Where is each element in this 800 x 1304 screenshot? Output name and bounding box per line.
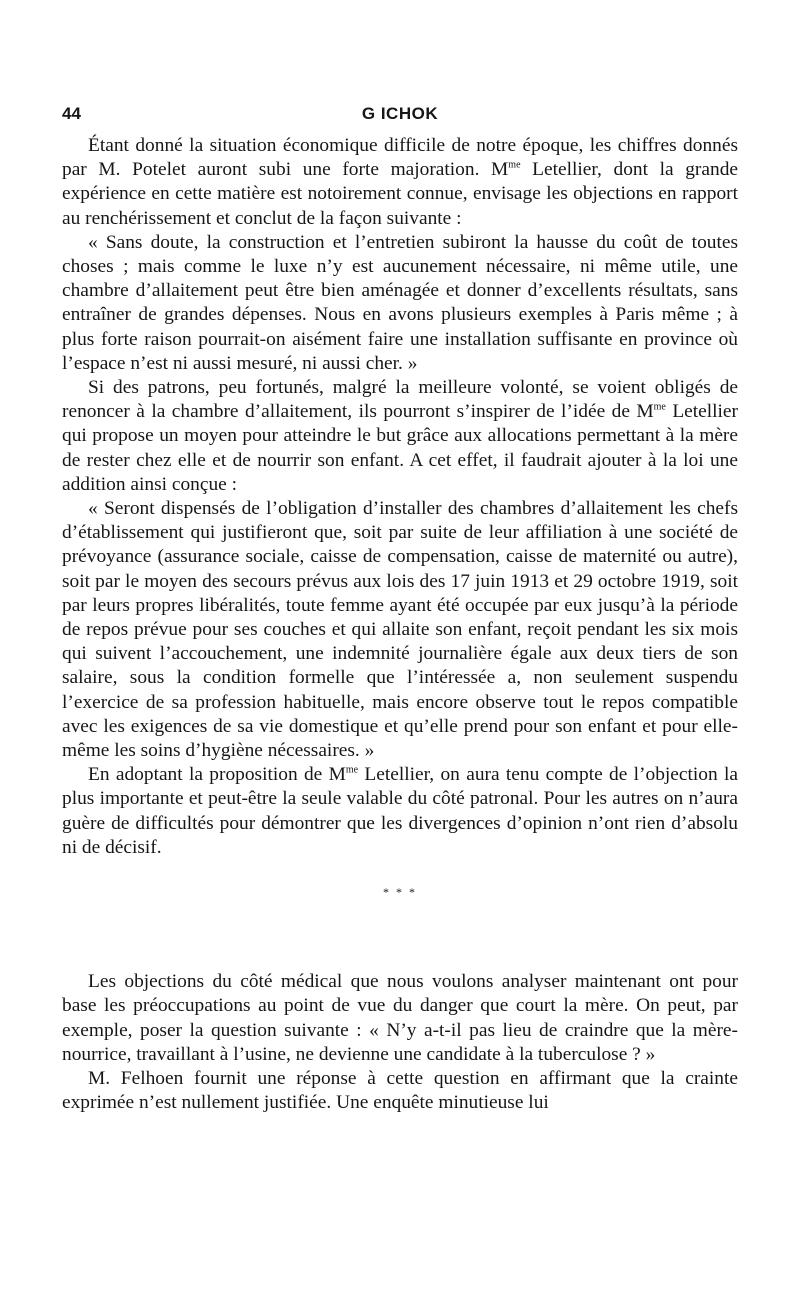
paragraph: « Seront dispensés de l’obligation d’installer des chambres d’allaitement les chefs d’établissement qui justifieront que, soit par suite de leur affiliation à une société de prévoyance (assurance sociale, caisse de compensation, caisse de maternité ou autre), soit par le moyen des secours prévus aux lois des 17 juin 1913 et 29 octobre 1919, soit par leurs propres libéralités, toute femme ayant été occupée par eux jusqu’à la période de repos prévue pour ses couches et qui allaite son enfant, reçoit pendant les six mois qui suivent l’accouchement, une indemnité journalière égale aux deux tiers de son salaire, sous la condition formelle que l’intéressée a, non seulement suspendu l’exercice de sa profession habituelle, mais encore observe tout le repos compatible avec les exigences de sa vie domestique et qu’elle prend pour son enfant et pour elle-même les soins d’hygiène nécessaires. » (62, 498, 738, 762)
text-section-2 (62, 970, 738, 1115)
paragraph: Les objections du côté médical que nous voulons analyser maintenant ont pour base les préoccupations au point de vue du danger que court la mère. On peut, par exemple, poser la question suivante : « N’y a-t-il pas lieu de craindre que la mère-nourrice, travaillant à l’usine, ne devienne une candidate à la tuberculose ? » (62, 971, 738, 1065)
text-section-1 (62, 134, 738, 860)
page-number: 44 (62, 104, 81, 123)
superscript-abbrev: me (345, 764, 359, 776)
paragraph: En adoptant la proposition de $M^{me}$ Letellier, on aura tenu compte de l’objection la plus importante et peut-être la seule valable du côté patronal. Pour les autres on n’aura guère de difficultés pour démontrer que les divergences d’opinion n’ont rien d’absolu ni de décisif. (62, 764, 738, 858)
superscript-abbrev: me (653, 401, 666, 413)
superscript-abbrev: me (508, 159, 521, 171)
paragraph: M. Felhoen fournit une réponse à cette question en affirmant que la crainte exprimée n’est nullement justifiée. Une enquête minutieuse lui (62, 1067, 738, 1114)
paragraph: Étant donné la situation économique difficile de notre époque, les chiffres donnés par M. Potelet auront subi une forte majoration. $M^{me}$ Letellier, dont la grande expérience en cette matière est notoirement connue, envisage les objections en rapport au renchérissement et conclut de la façon suivante : (62, 135, 738, 229)
paragraph: Si des patrons, peu fortunés, malgré la meilleure volonté, se voient obligés de renoncer à la chambre d’allaitement, ils pourront s’inspirer de l’idée de $M^{me}$ Letellier qui propose un moyen pour atteindre le but grâce aux allocations permettant à la mère de rester chez elle et de nourrir son enfant. A cet effet, il faudrait ajouter à la loi une addition ainsi conçue : (62, 377, 738, 495)
paragraph: « Sans doute, la construction et l’entretien subiront la hausse du coût de toutes choses ; mais comme le luxe n’y est aucunement nécessaire, ni même utile, une chambre d’allaitement peut être bien aménagée et donner d’excellents résultats, sans entraîner de grandes dépenses. Nous en avons plusieurs exemples à Paris même ; à plus forte raison pourrait-on aisément faire une installation suffisante en province où l’espace n’est ni aussi mesuré, ni aussi cher. » (62, 231, 738, 374)
running-header (62, 100, 738, 134)
book-page (62, 100, 738, 1115)
section-separator (62, 860, 738, 970)
asterism: * * * (383, 885, 417, 900)
running-title: G ICHOK (361, 104, 439, 123)
